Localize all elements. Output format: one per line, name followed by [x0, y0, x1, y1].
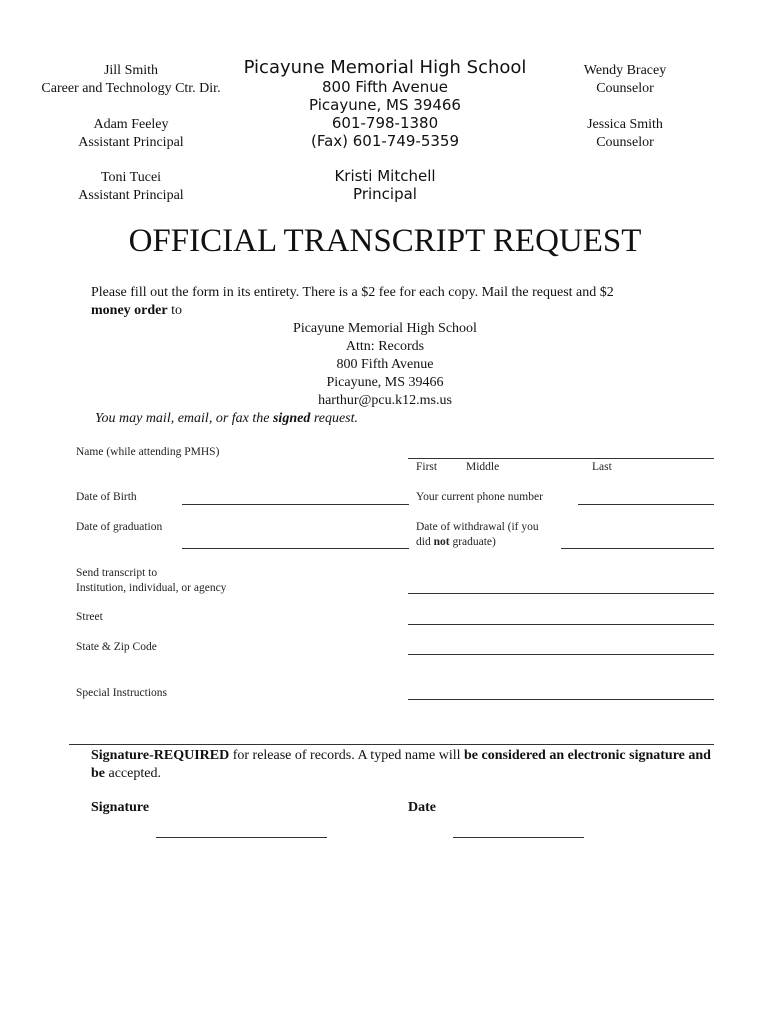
phone-field[interactable]: [578, 504, 714, 505]
withdrawal-label-line1: Date of withdrawal (if you: [416, 521, 539, 533]
intro-to: to: [167, 303, 182, 318]
staff-name: Wendy Bracey: [583, 63, 667, 78]
last-sublabel: Last: [592, 461, 612, 473]
date-label: Date: [408, 800, 436, 815]
principal-title: Principal: [353, 185, 417, 203]
withdrawal-label-line2: [416, 535, 539, 550]
state-zip-field[interactable]: [408, 654, 714, 655]
staff-title: Career and Technology Ctr. Dir.: [41, 80, 221, 96]
date-field[interactable]: [453, 837, 584, 838]
school-name: Picayune Memorial High School: [243, 57, 527, 78]
send-to-label: [76, 566, 226, 596]
school-city: Picayune, MS 39466: [309, 96, 461, 114]
page-title: OFFICIAL TRANSCRIPT REQUEST: [128, 223, 642, 259]
staff-wendy-bracey: [560, 62, 690, 97]
intro-sentence: Please fill out the form in its entirety. There is a $2 fee for each copy. Mail the request and $2: [91, 285, 614, 300]
dob-label: Date of Birth: [76, 491, 137, 503]
staff-name: Adam Feeley: [93, 117, 169, 132]
section-divider: [69, 744, 714, 745]
mailing-school: Picayune Memorial High School: [293, 321, 477, 336]
street-field[interactable]: [408, 624, 714, 625]
staff-jessica-smith: [560, 116, 690, 151]
staff-name: Jessica Smith: [587, 117, 663, 132]
dob-field[interactable]: [182, 504, 409, 505]
mailing-city: Picayune, MS 39466: [326, 375, 444, 390]
signature-note: [91, 747, 711, 783]
withdrawal-label: [416, 520, 539, 550]
name-field[interactable]: [408, 458, 714, 459]
name-label: Name (while attending PMHS): [76, 446, 220, 458]
school-address: 800 Fifth Avenue: [321, 78, 448, 96]
send-to-label-line1: Send transcript to: [76, 567, 158, 579]
mail-note-signed: signed: [272, 411, 311, 426]
mail-note-pre: You may mail, email, or fax the: [95, 411, 273, 426]
school-header: [235, 57, 535, 150]
phone-label: Your current phone number: [416, 491, 543, 503]
staff-jill-smith: [20, 62, 242, 97]
middle-sublabel: Middle: [466, 461, 500, 473]
withdrawal-graduate: graduate): [449, 536, 496, 548]
intro-money-order: money order: [91, 303, 168, 318]
signature-accepted: accepted.: [105, 766, 161, 781]
first-sublabel: First: [416, 461, 438, 473]
signature-label: Signature: [91, 800, 150, 815]
withdrawal-not: not: [433, 536, 450, 548]
send-to-field[interactable]: [408, 593, 714, 594]
staff-title: Counselor: [596, 134, 654, 150]
state-zip-label: State & Zip Code: [76, 641, 157, 653]
mailing-attn: Attn: Records: [345, 339, 425, 354]
principal-name: Kristi Mitchell: [334, 167, 436, 185]
school-fax: (Fax) 601-749-5359: [310, 132, 460, 150]
signature-note-text: for release of records. A typed name will: [229, 748, 465, 763]
send-to-label-line2: Institution, individual, or agency: [76, 582, 227, 594]
principal-block: [235, 167, 535, 203]
signature-required: Signature-REQUIRED: [91, 748, 230, 763]
staff-title: Counselor: [596, 80, 654, 96]
special-instructions-field[interactable]: [408, 699, 714, 700]
staff-title: Assistant Principal: [78, 134, 184, 150]
mailing-email[interactable]: harthur@pcu.k12.ms.us: [318, 393, 452, 408]
school-phone: 601-798-1380: [331, 114, 439, 132]
mailing-street: 800 Fifth Avenue: [336, 357, 434, 372]
staff-title: Assistant Principal: [78, 187, 184, 203]
mail-note-post: request.: [310, 411, 359, 426]
signature-electronic: be considered an electronic signature and be: [91, 748, 711, 781]
withdrawal-field[interactable]: [561, 548, 714, 549]
staff-adam-feeley: [20, 116, 242, 151]
mailing-address: [200, 320, 570, 410]
graduation-field[interactable]: [182, 548, 409, 549]
staff-name: Jill Smith: [103, 63, 159, 78]
mail-note: [95, 410, 358, 428]
signature-field[interactable]: [156, 837, 327, 838]
withdrawal-did: did: [416, 536, 434, 548]
graduation-label: Date of graduation: [76, 521, 163, 533]
staff-name: Toni Tucei: [100, 170, 162, 185]
staff-toni-tucei: [20, 169, 242, 204]
street-label: Street: [76, 611, 103, 623]
intro-text: [91, 284, 731, 320]
special-instructions-label: Special Instructions: [76, 687, 168, 699]
